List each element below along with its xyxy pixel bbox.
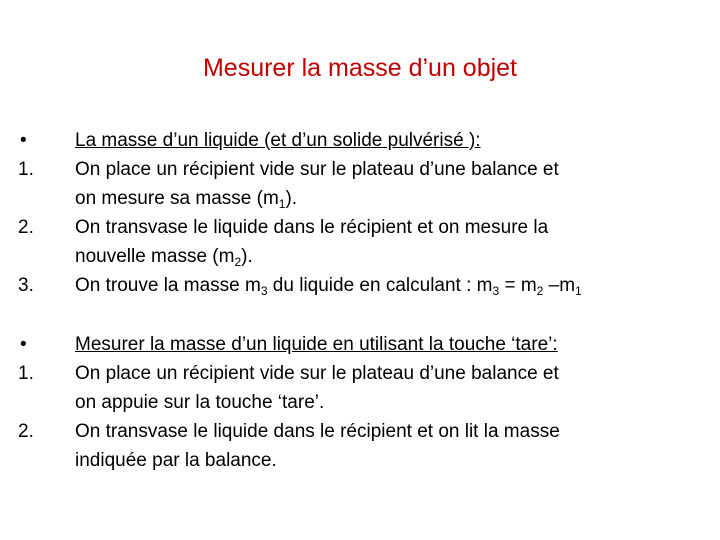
bullet-marker: • xyxy=(20,130,27,151)
subscript: 2 xyxy=(536,284,544,298)
item-number: 2. xyxy=(18,217,34,238)
section-liquid-mass xyxy=(18,126,698,300)
item-number: 1. xyxy=(18,363,34,384)
item-text: On trouve la masse m xyxy=(75,275,261,296)
item-text-line xyxy=(75,271,698,300)
subscript: 3 xyxy=(260,284,268,298)
item-text: on mesure sa masse (m xyxy=(75,188,279,209)
section-heading: La masse d’un liquide (et d’un solide pulvérisé ): xyxy=(75,130,481,151)
item-text-line xyxy=(75,242,698,271)
section-heading: Mesurer la masse d’un liquide en utilisant la touche ‘tare’: xyxy=(75,334,558,355)
item-number: 3. xyxy=(18,275,34,296)
page-title: Mesurer la masse d’un objet xyxy=(202,54,518,82)
item-text: –m xyxy=(543,275,576,296)
section-heading-row xyxy=(18,330,698,359)
list-item xyxy=(18,155,698,213)
item-text: ). xyxy=(241,246,253,267)
item-text-line xyxy=(75,184,698,213)
item-text-line: On place un récipient vide sur le plateau d’une balance et xyxy=(75,159,559,180)
item-text: du liquide en calculant : m xyxy=(267,275,493,296)
section-heading-row xyxy=(18,126,698,155)
item-text-line: On transvase le liquide dans le récipient et on mesure la xyxy=(75,217,549,238)
item-text-line: On place un récipient vide sur le plateau d’une balance et xyxy=(75,363,559,384)
item-text-line: on appuie sur la touche ‘tare’. xyxy=(75,392,325,413)
section-tare-method xyxy=(18,330,698,475)
item-text: = m xyxy=(499,275,537,296)
subscript: 3 xyxy=(492,284,500,298)
list-item xyxy=(18,359,698,417)
list-item xyxy=(18,417,698,475)
subscript: 2 xyxy=(234,255,242,269)
list-item xyxy=(18,213,698,271)
item-text: ). xyxy=(285,188,298,209)
item-number: 1. xyxy=(18,159,34,180)
item-text-line: indiquée par la balance. xyxy=(75,450,277,471)
item-text: nouvelle masse (m xyxy=(75,246,235,267)
item-number: 2. xyxy=(18,421,34,442)
subscript: 1 xyxy=(575,284,582,298)
subscript: 1 xyxy=(278,197,286,211)
item-text-line: On transvase le liquide dans le récipient et on lit la masse xyxy=(75,421,560,442)
list-item xyxy=(18,271,698,300)
bullet-marker: • xyxy=(20,334,27,355)
